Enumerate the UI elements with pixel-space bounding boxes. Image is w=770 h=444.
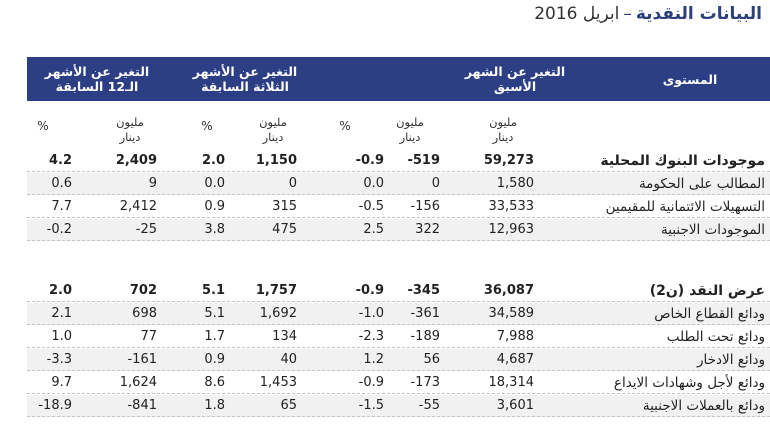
row-label: ودائع تحت الطلب (666, 329, 765, 345)
cell-3m-pct: 2.0 (201, 153, 225, 168)
unit-month-pct: % (339, 119, 351, 133)
cell-12m-pct: -3.3 (46, 352, 72, 367)
cell-level: 1,580 (496, 176, 534, 191)
cell-month-pct: -0.5 (358, 199, 384, 214)
cell-month-pct: -0.9 (355, 283, 384, 298)
cell-3m-abs: 475 (272, 222, 297, 237)
cell-level: 59,273 (483, 153, 534, 168)
cell-3m-pct: 1.7 (204, 329, 225, 344)
cell-level: 33,533 (488, 199, 534, 214)
cell-3m-pct: 5.1 (204, 306, 225, 321)
cell-12m-pct: 9.7 (51, 375, 72, 390)
title-date: ابريل 2016 (534, 4, 620, 24)
cell-12m-pct: -0.2 (46, 222, 72, 237)
cell-level: 36,087 (483, 283, 534, 298)
cell-level: 4,687 (496, 352, 534, 367)
cell-3m-pct: 0.9 (204, 352, 225, 367)
cell-12m-pct: -18.9 (38, 398, 72, 413)
row-label: ودائع بالعملات الاجنبية (642, 398, 765, 414)
cell-level: 12,963 (488, 222, 534, 237)
cell-12m-abs: 77 (140, 329, 157, 344)
table-row (27, 395, 770, 417)
unit-3m-abs: مليون دينار (259, 115, 287, 144)
cell-12m-abs: 698 (132, 306, 157, 321)
cell-3m-abs: 134 (272, 329, 297, 344)
cell-3m-pct: 0.9 (204, 199, 225, 214)
cell-12m-abs: 702 (129, 283, 157, 298)
cell-3m-abs: 1,692 (259, 306, 297, 321)
cell-3m-pct: 0.0 (204, 176, 225, 191)
cell-level: 7,988 (496, 329, 534, 344)
cell-level: 34,589 (488, 306, 534, 321)
units-row (0, 115, 770, 151)
cell-12m-abs: 9 (148, 176, 157, 191)
cell-3m-pct: 5.1 (201, 283, 225, 298)
cell-month-abs: -173 (410, 375, 440, 390)
cell-month-pct: -0.9 (358, 375, 384, 390)
row-label: ودائع لأجل وشهادات الايداع (613, 375, 765, 391)
cell-12m-pct: 0.6 (51, 176, 72, 191)
cell-12m-abs: 2,412 (119, 199, 157, 214)
table-row (27, 196, 770, 218)
table-row (27, 326, 770, 348)
table-header (27, 57, 770, 101)
table-row (27, 303, 770, 325)
header-12m-change: التغير عن الأشهر الـ12 السابقة (44, 64, 150, 94)
cell-month-pct: 1.2 (363, 352, 384, 367)
row-label: ودائع الادخار (697, 352, 765, 368)
row-label: ودائع القطاع الخاص (654, 306, 765, 322)
cell-level: 18,314 (488, 375, 534, 390)
cell-month-abs: -361 (410, 306, 440, 321)
cell-month-pct: -0.9 (355, 153, 384, 168)
table-row (27, 372, 770, 394)
row-label: الموجودات الاجنبية (661, 222, 765, 238)
cell-12m-abs: -25 (135, 222, 157, 237)
page-title (534, 3, 762, 25)
header-3m-change: التغير عن الأشهر الثلاثة السابقة (192, 64, 298, 94)
cell-12m-pct: 7.7 (51, 199, 72, 214)
cell-12m-pct: 4.2 (48, 153, 72, 168)
header-month-change: التغير عن الشهر الأسبق (464, 64, 566, 94)
cell-3m-abs: 1,757 (255, 283, 297, 298)
cell-month-pct: -1.5 (358, 398, 384, 413)
cell-3m-abs: 65 (280, 398, 297, 413)
unit-level: مليون دينار (489, 115, 517, 144)
unit-12m-abs: مليون دينار (116, 115, 144, 144)
table-row (27, 173, 770, 195)
cell-3m-abs: 0 (288, 176, 297, 191)
cell-level: 3,601 (496, 398, 534, 413)
cell-12m-abs: 1,624 (119, 375, 157, 390)
cell-month-abs: -345 (407, 283, 440, 298)
row-label: المطالب على الحكومة (638, 176, 765, 192)
cell-3m-pct: 1.8 (204, 398, 225, 413)
row-label: عرض النقد (ن2) (649, 283, 765, 299)
unit-12m-pct: % (37, 119, 49, 133)
cell-month-pct: 2.5 (363, 222, 384, 237)
cell-month-pct: 0.0 (363, 176, 384, 191)
cell-month-abs: -55 (418, 398, 440, 413)
cell-month-abs: -189 (410, 329, 440, 344)
cell-month-abs: 0 (431, 176, 440, 191)
cell-12m-pct: 2.1 (51, 306, 72, 321)
row-label: التسهيلات الائتمانية للمقيمين (605, 199, 765, 215)
cell-month-abs: 322 (415, 222, 440, 237)
cell-3m-abs: 315 (272, 199, 297, 214)
cell-12m-pct: 1.0 (51, 329, 72, 344)
cell-12m-abs: 2,409 (115, 153, 157, 168)
cell-3m-abs: 40 (280, 352, 297, 367)
table-row (27, 219, 770, 241)
cell-12m-abs: -841 (127, 398, 157, 413)
cell-month-pct: -1.0 (358, 306, 384, 321)
cell-3m-pct: 3.8 (204, 222, 225, 237)
table-row (27, 349, 770, 371)
cell-month-abs: -519 (407, 153, 440, 168)
cell-12m-abs: -161 (127, 352, 157, 367)
cell-month-pct: -2.3 (358, 329, 384, 344)
unit-month-abs: مليون دينار (396, 115, 424, 144)
unit-3m-pct: % (201, 119, 213, 133)
header-level: المستوى (662, 71, 718, 87)
cell-3m-pct: 8.6 (204, 375, 225, 390)
title-separator: – (623, 4, 632, 24)
cell-month-abs: 56 (423, 352, 440, 367)
cell-12m-pct: 2.0 (48, 283, 72, 298)
table-row (27, 280, 770, 302)
cell-3m-abs: 1,453 (259, 375, 297, 390)
title-main: البيانات النقدية (635, 4, 762, 24)
row-label: موجودات البنوك المحلية (600, 153, 765, 169)
table-row (27, 150, 770, 172)
cell-month-abs: -156 (410, 199, 440, 214)
cell-3m-abs: 1,150 (255, 153, 297, 168)
